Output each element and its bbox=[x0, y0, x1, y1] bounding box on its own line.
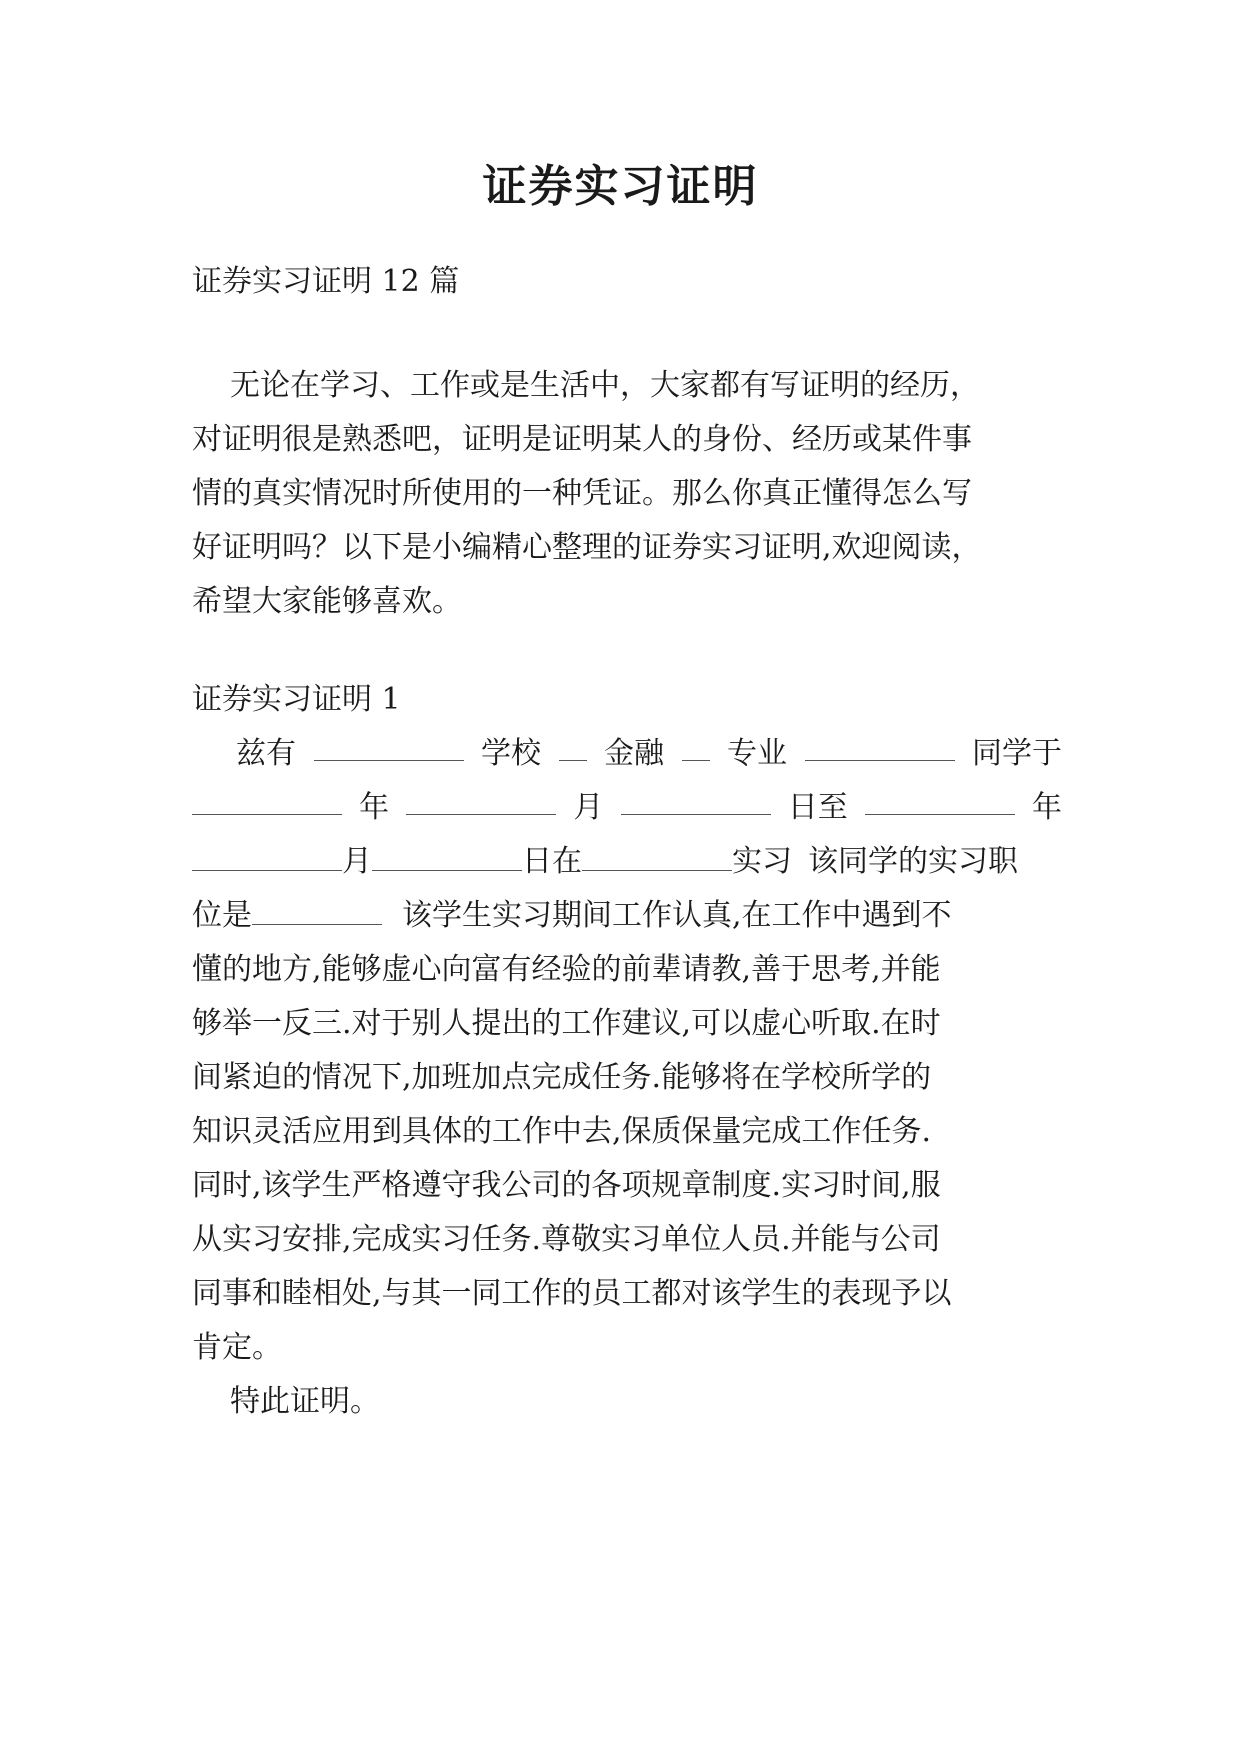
form-line-1 bbox=[236, 734, 1062, 774]
blank-student bbox=[805, 734, 955, 761]
section-heading: 证券实习证明 1 bbox=[192, 682, 401, 717]
blank-company bbox=[582, 844, 732, 871]
intro-line-2: 对证明很是熟悉吧，证明是证明某人的身份、经历或某件事 bbox=[192, 422, 972, 457]
body-line-1: 该学生实习期间工作认真,在工作中遇到不 bbox=[402, 898, 952, 933]
text-month: 月 bbox=[573, 790, 604, 825]
text-zi-you: 兹有 bbox=[236, 736, 296, 771]
text-position-intro: 该同学的实习职 bbox=[808, 844, 1018, 879]
text-year: 年 bbox=[1031, 790, 1062, 825]
blank-month-end bbox=[192, 844, 342, 871]
body-line-7: 从实习安排,完成实习任务.尊敬实习单位人员.并能与公司 bbox=[192, 1222, 941, 1257]
blank-year-end bbox=[865, 788, 1015, 815]
body-line-4: 间紧迫的情况下,加班加点完成任务.能够将在学校所学的 bbox=[192, 1060, 932, 1095]
form-line-4 bbox=[192, 896, 1062, 936]
body-line-6: 同时,该学生严格遵守我公司的各项规章制度.实习时间,服 bbox=[192, 1168, 941, 1203]
intro-line-4: 好证明吗？以下是小编精心整理的证券实习证明,欢迎阅读， bbox=[192, 530, 982, 565]
blank-year-start bbox=[192, 788, 342, 815]
intro-line-3: 情的真实情况时所使用的一种凭证。那么你真正懂得怎么写 bbox=[192, 476, 972, 511]
closing-text: 特此证明。 bbox=[230, 1384, 380, 1419]
intro-line-1: 无论在学习、工作或是生活中，大家都有写证明的经历， bbox=[230, 368, 980, 403]
intro-line-5: 希望大家能够喜欢。 bbox=[192, 584, 462, 619]
blank-day-end bbox=[372, 844, 522, 871]
form-line-2 bbox=[192, 788, 1062, 828]
blank-underline bbox=[682, 734, 710, 761]
document-title: 证券实习证明 bbox=[482, 161, 759, 212]
body-line-2: 懂的地方,能够虚心向富有经验的前辈请教,善于思考,并能 bbox=[192, 952, 941, 987]
text-finance: 金融 bbox=[604, 736, 664, 771]
blank-month-start bbox=[406, 788, 556, 815]
body-line-8: 同事和睦相处,与其一同工作的员工都对该学生的表现予以 bbox=[192, 1276, 952, 1311]
blank-underline bbox=[559, 734, 587, 761]
blank-day-start bbox=[621, 788, 771, 815]
text-day-to: 日至 bbox=[787, 790, 848, 825]
document-subtitle: 证券实习证明 12 篇 bbox=[192, 264, 460, 299]
text-school: 学校 bbox=[481, 736, 541, 771]
text-internship: 实习 bbox=[732, 844, 792, 879]
text-position-is: 位是 bbox=[192, 898, 252, 933]
text-major: 专业 bbox=[727, 736, 787, 771]
text-month: 月 bbox=[342, 844, 372, 879]
blank-position bbox=[252, 898, 382, 925]
text-year: 年 bbox=[359, 790, 390, 825]
body-line-5: 知识灵活应用到具体的工作中去,保质保量完成工作任务. bbox=[192, 1114, 932, 1149]
form-line-3 bbox=[192, 842, 1062, 882]
body-line-9: 肯定。 bbox=[192, 1330, 282, 1365]
blank-name bbox=[314, 734, 464, 761]
text-day-at: 日在 bbox=[522, 844, 582, 879]
text-classmate: 同学于 bbox=[972, 736, 1062, 771]
body-line-3: 够举一反三.对于别人提出的工作建议,可以虚心听取.在时 bbox=[192, 1006, 941, 1041]
